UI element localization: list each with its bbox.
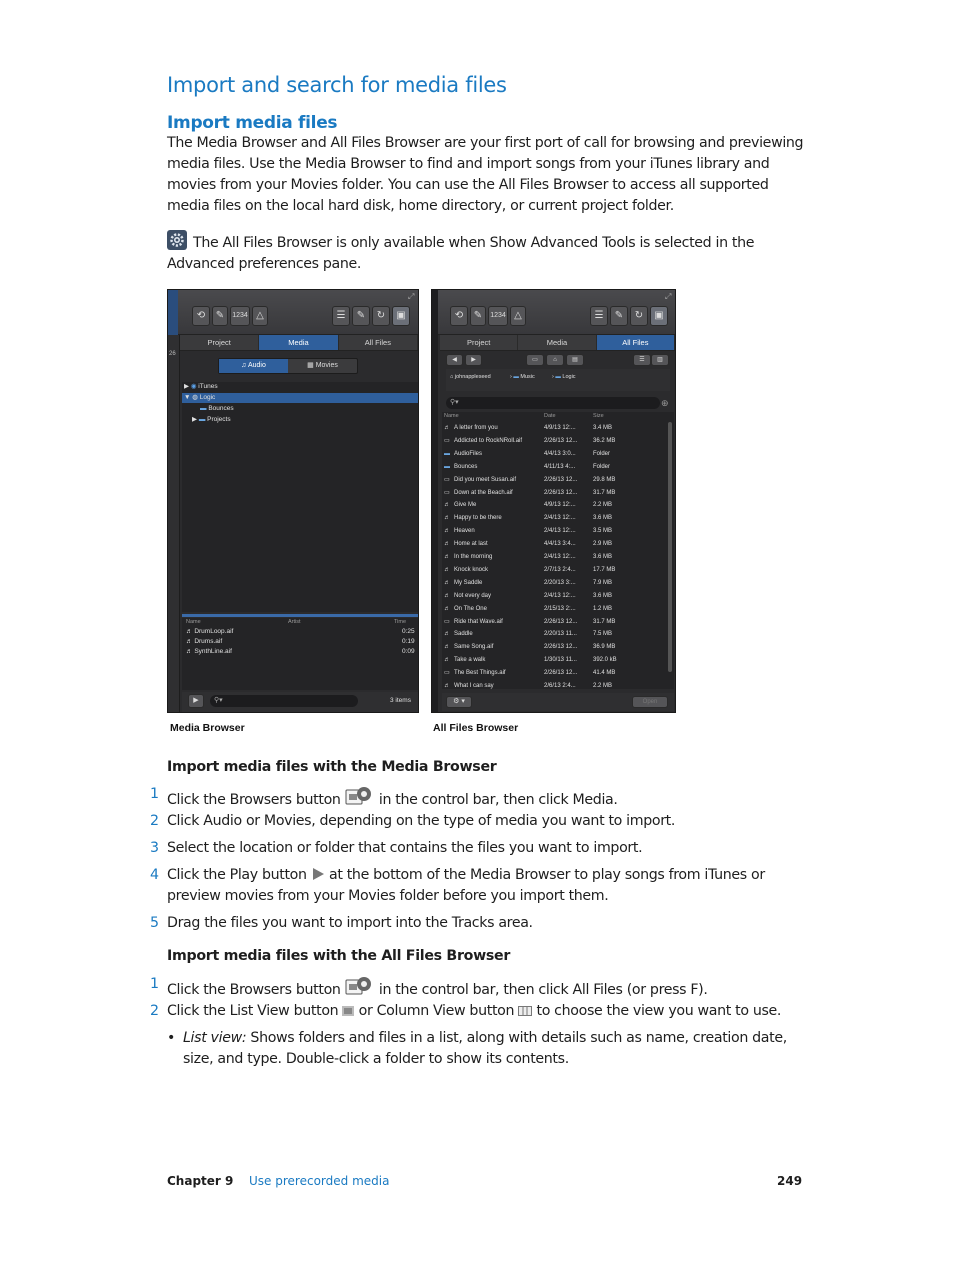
- list-view-bullet: [167, 1028, 787, 1070]
- file-size: 2.2 MB: [593, 502, 613, 509]
- step-text: Click the Browsers button: [167, 982, 341, 998]
- pencil-button[interactable]: ✎: [212, 306, 228, 326]
- search-field[interactable]: [210, 695, 358, 707]
- home-button[interactable]: ⌂: [546, 354, 564, 366]
- left-edge: [432, 290, 438, 335]
- waveform-file-icon: ▭: [444, 489, 450, 496]
- audio-file-icon: ♬: [186, 638, 193, 645]
- file-row[interactable]: [444, 616, 666, 629]
- play-icon: [311, 867, 325, 881]
- file-time: 0:25: [402, 628, 415, 635]
- step-5: [150, 913, 810, 934]
- step-number: 3: [150, 840, 159, 856]
- file-name: Heaven: [454, 528, 475, 535]
- file-row[interactable]: [186, 648, 416, 655]
- path-bar: [446, 369, 670, 391]
- file-row[interactable]: [444, 474, 666, 487]
- file-size: 36.9 MB: [593, 644, 616, 651]
- file-name: AudioFiles: [454, 450, 483, 457]
- advanced-tools-gear-icon: [167, 230, 187, 250]
- file-date: 2/26/13 12...: [544, 618, 578, 625]
- file-name: Drums.aif: [194, 638, 223, 645]
- media-browser-caption: Media Browser: [170, 722, 245, 734]
- file-name: Give Me: [454, 502, 477, 509]
- file-row[interactable]: [444, 487, 666, 500]
- file-row[interactable]: [444, 577, 666, 590]
- audio-label: Audio: [247, 362, 266, 369]
- file-name: Take a walk: [454, 657, 486, 664]
- add-filter-icon[interactable]: ⊕: [661, 398, 669, 408]
- folder-icon: ▬: [444, 463, 450, 470]
- chapter-label: Chapter 9: [167, 1174, 234, 1188]
- file-name: DrumLoop.aif: [194, 628, 234, 635]
- song-file-icon: ♬: [444, 528, 450, 535]
- song-file-icon: ♬: [444, 541, 450, 548]
- file-date: 2/4/13 12:...: [544, 528, 576, 535]
- file-row[interactable]: [444, 512, 666, 525]
- file-name: Not every day: [454, 592, 492, 599]
- lcd-button[interactable]: 1234: [230, 306, 250, 326]
- left-strip: [168, 335, 180, 712]
- file-date: 2/26/13 12...: [544, 644, 578, 651]
- logic-icon: ◍: [192, 394, 198, 401]
- movies-label: Movies: [315, 362, 338, 369]
- file-date: 4/4/13 3:0...: [544, 450, 576, 457]
- file-name: On The One: [454, 605, 487, 612]
- list-editors-button[interactable]: ☰: [332, 306, 350, 326]
- file-size: 41.4 MB: [593, 670, 616, 677]
- metronome-button[interactable]: △: [510, 306, 526, 326]
- notepad-button[interactable]: ✎: [610, 306, 628, 326]
- song-file-icon: ♬: [444, 605, 450, 612]
- song-file-icon: ♬: [444, 683, 450, 689]
- file-size: 3.4 MB: [593, 425, 613, 431]
- tree-row-itunes[interactable]: ▶ ◉ iTunes: [184, 383, 218, 390]
- file-row[interactable]: [444, 435, 666, 448]
- tab-all-files[interactable]: All Files: [339, 335, 418, 350]
- intro-paragraph: The Media Browser and All Files Browser are your first port of call for browsing and previewing media files. Use the Media Browser to find and import songs from your iTunes library and movies from your Movies folder. You can use the All Files Browser to access all supported media files on the local hard disk, home directory, or current project folder.: [167, 135, 804, 214]
- file-size: 7.5 MB: [593, 631, 613, 638]
- browser-tabs: [440, 335, 675, 351]
- file-row[interactable]: [444, 590, 666, 603]
- cycle-button[interactable]: ⟲: [192, 306, 210, 326]
- step-text: Click the Browsers button: [167, 792, 341, 808]
- tree-row-projects[interactable]: ▶ ▬ Projects: [192, 416, 231, 423]
- forward-button[interactable]: ▶: [465, 354, 482, 366]
- tab-project[interactable]: Project: [180, 335, 259, 350]
- file-row[interactable]: [186, 628, 416, 635]
- bullet-term: List view:: [183, 1030, 247, 1046]
- file-size: 36.2 MB: [593, 437, 616, 444]
- file-name: SynthLine.aif: [194, 648, 232, 655]
- step-1: [150, 974, 810, 1001]
- file-name: Knock knock: [454, 566, 489, 573]
- list-view-icon: [342, 1006, 354, 1016]
- column-name[interactable]: Name: [444, 413, 459, 419]
- folder-icon: ▬: [198, 416, 206, 423]
- step-text: at the bottom of the Media Browser to play songs from iTunes or preview movies from your Movies folder before you import them.: [167, 867, 765, 904]
- file-row[interactable]: [444, 422, 666, 435]
- file-date: 2/4/13 12:...: [544, 554, 576, 560]
- file-date: 2/15/13 2:...: [544, 605, 576, 612]
- step-number: 1: [150, 976, 159, 992]
- file-list: [182, 618, 418, 690]
- file-row[interactable]: [444, 654, 666, 667]
- tree-label: iTunes: [198, 383, 218, 390]
- song-file-icon: ♬: [444, 592, 450, 599]
- notepad-button[interactable]: ✎: [352, 306, 370, 326]
- page-title: Import and search for media files: [167, 73, 507, 97]
- file-date: 2/6/13 2:4...: [544, 683, 576, 689]
- path-label: Music: [520, 374, 535, 380]
- waveform-file-icon: ▭: [444, 437, 450, 444]
- lcd-button[interactable]: 1234: [488, 306, 508, 326]
- step-text: in the control bar, then click All Files (or press F).: [378, 982, 708, 998]
- song-file-icon: ♬: [444, 631, 450, 638]
- media-browser-screenshot: [167, 289, 419, 713]
- file-time: 0:19: [402, 638, 415, 645]
- step-number: 1: [150, 786, 159, 802]
- folder-icon: ▬: [513, 374, 519, 380]
- step-number: 2: [150, 813, 159, 829]
- step-text: in the control bar, then click Media.: [378, 792, 618, 808]
- file-name: Saddle: [454, 631, 473, 638]
- waveform-file-icon: ▭: [444, 670, 450, 677]
- tree-label: Bounces: [208, 405, 234, 412]
- advanced-note: [167, 230, 787, 275]
- tab-all-files[interactable]: All Files: [597, 335, 675, 350]
- chapter-title-link[interactable]: Use prerecorded media: [249, 1174, 390, 1188]
- path-item[interactable]: [450, 374, 491, 380]
- file-row[interactable]: [444, 641, 666, 654]
- step-number: 2: [150, 1003, 159, 1019]
- splitter[interactable]: [182, 614, 418, 617]
- step-number: 4: [150, 867, 159, 883]
- file-row[interactable]: [444, 448, 666, 461]
- open-button[interactable]: Open: [632, 696, 668, 708]
- step-text: Click Audio or Movies, depending on the type of media you want to import.: [167, 813, 676, 829]
- left-strip: [432, 335, 438, 712]
- file-date: 2/26/13 12...: [544, 437, 578, 444]
- file-date: 2/4/13 12:...: [544, 515, 576, 522]
- column-view-icon: [518, 1006, 532, 1016]
- all-files-browser-caption: All Files Browser: [433, 722, 519, 734]
- file-size: 3.6 MB: [593, 554, 613, 560]
- file-size: 7.9 MB: [593, 579, 613, 586]
- file-row[interactable]: [444, 461, 666, 474]
- song-file-icon: ♬: [444, 502, 450, 509]
- footer: [167, 1174, 389, 1188]
- left-edge: [168, 290, 178, 335]
- bullet-dot: •: [167, 1030, 176, 1046]
- source-tree: [182, 382, 418, 612]
- path-label: johnappleseed: [454, 374, 491, 380]
- song-file-icon: ♬: [444, 657, 450, 664]
- file-date: 4/9/13 12:...: [544, 425, 576, 431]
- project-button[interactable]: ▤: [566, 354, 584, 366]
- file-name: My Saddle: [454, 579, 483, 586]
- file-name: Ride that Wave.aif: [454, 618, 503, 625]
- file-size: 3.6 MB: [593, 515, 613, 522]
- folder-icon: ▬: [200, 405, 207, 412]
- path-label: Logic: [562, 374, 576, 380]
- file-name: The Best Things.aif: [454, 670, 506, 677]
- bullet-text: Shows folders and files in a list, along with details such as name, creation date, size, and type. Double-click a folder to show its contents.: [183, 1030, 787, 1067]
- all-files-browser-screenshot: [431, 289, 676, 713]
- file-size: 2.2 MB: [593, 683, 613, 689]
- bottom-bar: [442, 693, 674, 711]
- file-size: 3.5 MB: [593, 528, 613, 535]
- scrollbar[interactable]: [668, 422, 672, 672]
- file-row[interactable]: [444, 564, 666, 577]
- step-text: Click the Play button: [167, 867, 307, 883]
- column-name[interactable]: Name: [186, 619, 201, 625]
- expand-icon: ⤢: [665, 292, 672, 301]
- file-row[interactable]: [444, 628, 666, 641]
- file-name: Home at last: [454, 541, 488, 548]
- file-name: A letter from you: [454, 425, 498, 431]
- column-artist[interactable]: Artist: [288, 619, 301, 625]
- audio-file-icon: ♬: [186, 648, 193, 655]
- column-size[interactable]: Size: [593, 413, 604, 419]
- browsers-button[interactable]: ▣: [392, 306, 410, 326]
- song-file-icon: ♬: [444, 644, 450, 651]
- song-file-icon: ♬: [444, 579, 450, 586]
- file-size: 1.2 MB: [593, 605, 613, 612]
- file-row[interactable]: [444, 603, 666, 616]
- tab-media[interactable]: Media: [259, 335, 338, 350]
- audio-file-icon: ♬: [186, 628, 193, 635]
- step-number: 5: [150, 915, 159, 931]
- file-name: In the morning: [454, 554, 493, 560]
- waveform-file-icon: ▭: [444, 476, 450, 483]
- tree-label: Logic: [199, 394, 216, 401]
- file-date: 2/7/13 2:4...: [544, 566, 576, 573]
- expand-icon: ⤢: [408, 292, 415, 301]
- song-file-icon: ♬: [444, 515, 450, 522]
- song-file-icon: ♬: [444, 425, 450, 431]
- step-text: Select the location or folder that contains the files you want to import.: [167, 840, 643, 856]
- file-date: 4/9/13 12:...: [544, 502, 576, 509]
- bottom-bar: [182, 692, 418, 712]
- file-size: 31.7 MB: [593, 618, 616, 625]
- column-time[interactable]: Time: [394, 619, 407, 625]
- file-time: 0:09: [402, 648, 415, 655]
- file-size: 31.7 MB: [593, 489, 616, 496]
- tree-label: Projects: [207, 416, 231, 423]
- column-date[interactable]: Date: [544, 413, 556, 419]
- audio-segment[interactable]: ♫ Audio: [219, 359, 288, 373]
- file-row[interactable]: [444, 499, 666, 512]
- column-view-button[interactable]: ▥: [651, 354, 669, 366]
- back-button[interactable]: ◀: [446, 354, 463, 366]
- search-icon: ⚲▾: [214, 697, 223, 704]
- toolbar: [168, 290, 418, 335]
- pencil-button[interactable]: ✎: [470, 306, 486, 326]
- file-name: Down at the Beach.aif: [454, 489, 513, 496]
- history-nav: [446, 354, 482, 366]
- file-date: 4/11/13 4:...: [544, 463, 576, 470]
- list-editors-button[interactable]: ☰: [590, 306, 608, 326]
- file-size: 17.7 MB: [593, 566, 616, 573]
- file-list: [442, 412, 674, 689]
- all-files-section-title: Import media files with the All Files Browser: [167, 948, 511, 964]
- file-size: 2.9 MB: [593, 541, 613, 548]
- file-size: Folder: [593, 450, 611, 457]
- file-name: What I can say: [454, 683, 494, 689]
- file-row[interactable]: [186, 638, 416, 645]
- tab-project[interactable]: Project: [440, 335, 518, 350]
- folder-icon: ▬: [555, 374, 561, 380]
- file-date: 2/4/13 12:...: [544, 592, 576, 599]
- metronome-button[interactable]: △: [252, 306, 268, 326]
- home-icon: ⌂: [450, 374, 454, 380]
- browser-tabs: [180, 335, 418, 351]
- computer-button[interactable]: ▭: [526, 354, 544, 366]
- song-file-icon: ♬: [444, 554, 450, 560]
- step-text: or Column View button: [358, 1003, 515, 1019]
- action-menu-button[interactable]: ⚙ ▾: [446, 696, 472, 708]
- cycle-button[interactable]: ⟲: [450, 306, 468, 326]
- movies-segment[interactable]: ▦ Movies: [307, 362, 338, 369]
- file-row[interactable]: [444, 680, 666, 693]
- step-4: [150, 865, 810, 907]
- song-file-icon: ♬: [444, 566, 450, 573]
- file-row[interactable]: [444, 667, 666, 680]
- step-3: [150, 838, 810, 859]
- file-name: Same Song.aif: [454, 644, 494, 651]
- tree-row-logic[interactable]: ▼ ◍ Logic: [182, 393, 418, 403]
- page-number: 249: [777, 1174, 803, 1188]
- file-size: 29.8 MB: [593, 476, 616, 483]
- search-icon: ⚲▾: [450, 399, 459, 406]
- step-text: Click the List View button: [167, 1003, 339, 1019]
- file-row[interactable]: [444, 538, 666, 551]
- play-button[interactable]: ▶: [188, 694, 204, 708]
- media-browser-section-title: Import media files with the Media Browser: [167, 759, 497, 775]
- browsers-icon: [345, 974, 375, 998]
- left-strip-number: 26: [169, 351, 176, 357]
- loop-browser-button[interactable]: ↻: [630, 306, 648, 326]
- file-size: 392.0 kB: [593, 657, 617, 664]
- file-row[interactable]: [444, 525, 666, 538]
- note-text: The All Files Browser is only available when Show Advanced Tools is selected in the Advanced preferences pane.: [167, 235, 755, 272]
- item-count: 3 items: [390, 697, 411, 704]
- file-name: Did you meet Susan.aif: [454, 476, 517, 483]
- search-field[interactable]: [446, 397, 660, 409]
- file-date: 4/4/13 3:4...: [544, 541, 576, 548]
- step-2: [150, 1001, 810, 1022]
- list-view-button[interactable]: ☰: [633, 354, 651, 366]
- file-size: 3.6 MB: [593, 592, 613, 599]
- file-date: 2/20/13 3:...: [544, 579, 576, 586]
- file-date: 2/26/13 12...: [544, 476, 578, 483]
- itunes-icon: ◉: [190, 383, 197, 390]
- browsers-button[interactable]: ▣: [650, 306, 668, 326]
- file-date: 1/30/13 11...: [544, 657, 577, 664]
- browsers-icon: [345, 784, 375, 808]
- folder-icon: ▬: [444, 450, 450, 457]
- file-date: 2/26/13 12...: [544, 670, 578, 677]
- file-name: Happy to be there: [454, 515, 502, 522]
- file-name: Addicted to RockNRoll.aif: [454, 437, 523, 444]
- media-type-segment: [218, 358, 358, 374]
- step-text: to choose the view you want to use.: [536, 1003, 782, 1019]
- section-heading: Import media files: [167, 113, 338, 133]
- file-date: 2/26/13 12...: [544, 489, 578, 496]
- file-name: Bounces: [454, 463, 478, 470]
- file-size: Folder: [593, 463, 611, 470]
- path-item[interactable]: › ▬ Logic: [552, 374, 576, 380]
- path-item[interactable]: › ▬ Music: [510, 374, 535, 380]
- toolbar: [432, 290, 675, 335]
- step-2: [150, 811, 810, 832]
- file-row[interactable]: [444, 551, 666, 564]
- waveform-file-icon: ▭: [444, 618, 450, 625]
- tree-row-bounces[interactable]: [200, 404, 234, 414]
- file-date: 2/20/13 11...: [544, 631, 577, 638]
- step-1: [150, 784, 810, 811]
- tab-media[interactable]: Media: [518, 335, 596, 350]
- loop-browser-button[interactable]: ↻: [372, 306, 390, 326]
- step-text: Drag the files you want to import into the Tracks area.: [167, 915, 533, 931]
